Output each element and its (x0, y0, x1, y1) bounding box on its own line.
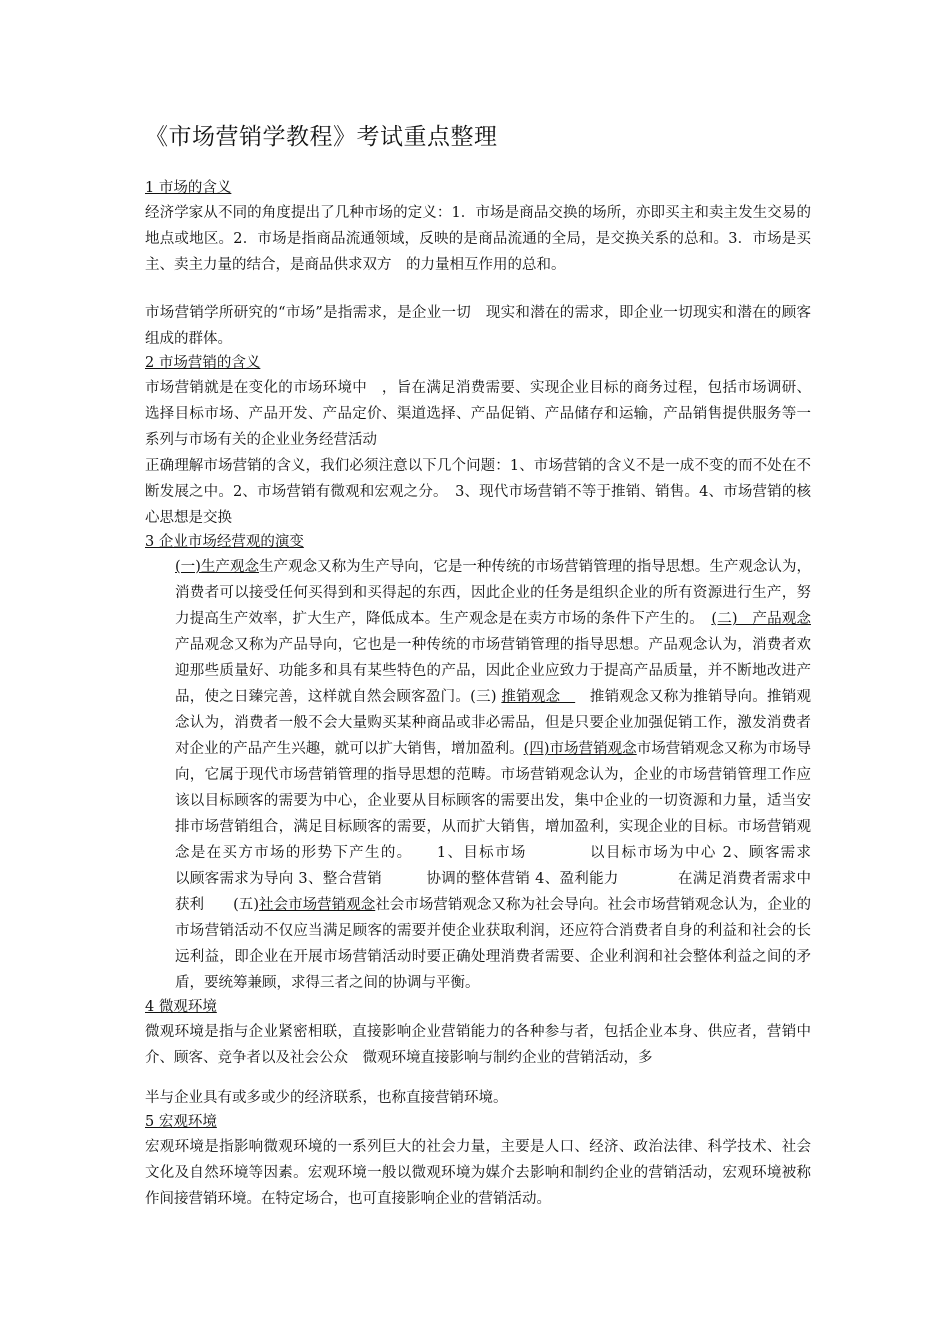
concept-production-text: 生产观念又称为生产导向，它是一种传统的市场营销管理的指导思想。生产观念认为，消费者可以接受任何买得到和买得起的东西，因此企业的任务是组织企业的所有资源进行生产，努力提高生产效率，扩大生产，降低成本。生产观念是在卖方市场的条件下产生的。 (175, 559, 811, 627)
concept-marketing-text: 市场营销观念又称为市场导向，它属于现代市场营销管理的指导思想的范畴。市场营销观念认为，企业的市场营销管理工作应该以目标顾客的需要为中心，企业要从目标顾客的需要出发，集中企业的一切资源和力量，适当安排市场营销组合，满足目标顾客的需要，从而扩大销售，增加盈利，实现企业的目标。市场营销观念是在买方市场的形势下产生的。 1、目标市场 以目标市场为中心 2、顾客需求 以顾客需求为导向 3、整合营销 协调的整体营销 4、盈利能力 在满足消费者需求中获利 (175, 741, 855, 913)
concept-selling-text: 推销观念又称为推销导向。推销观念认为，消费者一般不会大量购买某种商品或非必需品，但是只要企业加强促销工作，激发消费者对企业的产品产生兴趣，就可以扩大销售，增加盈利。 (175, 689, 812, 757)
section-1-heading: 1 市场的含义 (145, 180, 232, 196)
section-5-heading: 5 宏观环境 (145, 1114, 217, 1130)
concept-societal-label: 社会市场营销观念 (258, 897, 376, 913)
concept-selling-label: 推销观念 (501, 689, 576, 705)
section-3-body (145, 554, 855, 996)
concept-product-text: 产品观念又称为产品导向，它也是一种传统的市场营销管理的指导思想。产品观念认为，消费者欢迎那些质量好、功能多和具有某些特色的产品，因此企业应致力于提高产品质量，并不断地改进产品，使之日臻完善，这样就自然会顾客盈门。 (175, 637, 811, 705)
concept-societal-prefix: (五) (233, 897, 259, 913)
document-title: 《市场营销学教程》考试重点整理 (145, 124, 498, 150)
document-page (145, 118, 855, 1212)
section-2-heading: 2 市场营销的含义 (145, 355, 261, 371)
section-5-paragraph-1: 宏观环境是指影响微观环境的一系列巨大的社会力量，主要是人口、经济、政治法律、科学技术、社会文化及自然环境等因素。宏观环境一般以微观环境为媒介去影响和制约企业的营销活动，宏观环境被称作间接营销环境。在特定场合，也可直接影响企业的营销活动。 (145, 1139, 811, 1207)
section-4-heading: 4 微观环境 (145, 999, 217, 1015)
section-4-paragraph-1: 微观环境是指与企业紧密相联，直接影响企业营销能力的各种参与者，包括企业本身、供应者，营销中介、顾客、竞争者以及社会公众 微观环境直接影响与制约企业的营销活动，多 (145, 1024, 811, 1066)
section-2-paragraph-2: 正确理解市场营销的含义，我们必须注意以下几个问题：1、市场营销的含义不是一成不变的而不处在不断发展之中。2、市场营销有微观和宏观之分。 3、现代市场营销不等于推销、销售。4、市场营销的核心思想是交换 (145, 458, 811, 526)
concept-selling-prefix: (三) (470, 689, 502, 705)
concept-product-label: (二) 产品观念 (711, 611, 811, 627)
section-2-paragraph-1: 市场营销就是在变化的市场环境中 ，旨在满足消费需要、实现企业目标的商务过程，包括市场调研、选择目标市场、产品开发、产品定价、渠道选择、产品促销、产品储存和运输，产品销售提供服务等一系列与市场有关的企业业务经营活动 (145, 380, 811, 448)
concept-marketing-label: (四)市场营销观念 (523, 741, 637, 757)
section-1-paragraph-1: 经济学家从不同的角度提出了几种市场的定义：1．市场是商品交换的场所，亦即买主和卖主发生交易的地点或地区。2．市场是指商品流通领域，反映的是商品流通的全局，是交换关系的总和。3．市场是买主、卖主力量的结合，是商品供求双方 的力量相互作用的总和。 (145, 205, 811, 273)
section-4-paragraph-2: 半与企业具有或多或少的经济联系，也称直接营销环境。 (145, 1090, 508, 1106)
section-3-heading: 3 企业市场经营观的演变 (145, 534, 304, 550)
concept-societal-text: 社会市场营销观念又称为社会导向。社会市场营销观念认为，企业的市场营销活动不仅应当满足顾客的需要并使企业获取利润，还应符合消费者自身的利益和社会的长远利益，即企业在开展市场营销活动时要正确处理消费者需要、企业利润和社会整体利益之间的矛盾，要统筹兼顾，求得三者之间的协调与平衡。 (175, 897, 812, 991)
concept-production-label: (一)生产观念 (175, 559, 259, 575)
section-1-paragraph-2: 市场营销学所研究的“市场”是指需求，是企业一切 现实和潜在的需求，即企业一切现实和潜在的顾客组成的群体。 (145, 305, 811, 347)
